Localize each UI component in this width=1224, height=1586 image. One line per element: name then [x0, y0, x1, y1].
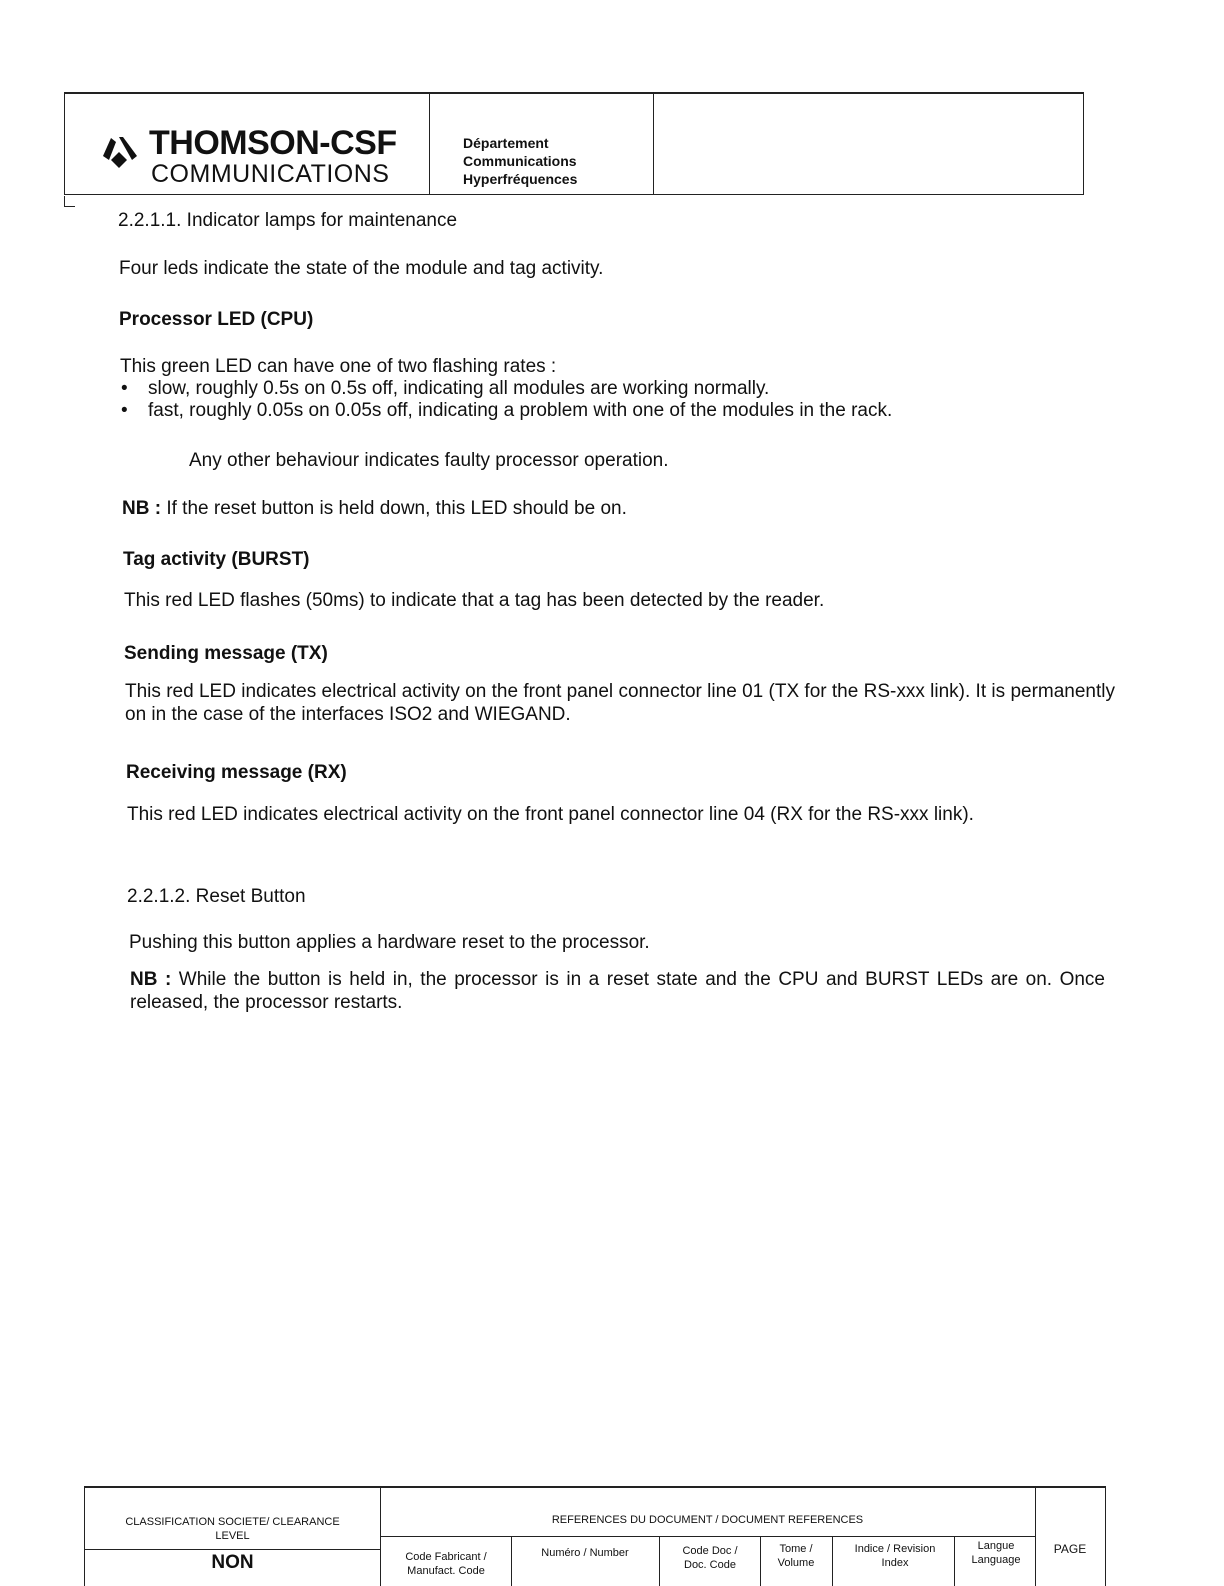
tx-text: This red LED indicates electrical activity on the front panel connector line 01 (TX for the RS-xxx link). It is permanently on in the case of the interfaces ISO2 and WIEGAND. [125, 681, 1115, 725]
page-label: PAGE [1053, 1542, 1087, 1556]
department-label: Département Communications Hyperfréquences [463, 135, 578, 187]
divider [380, 1488, 381, 1586]
column-header: Indice / Revision Index [854, 1543, 936, 1569]
column-header: Langue Language [971, 1540, 1021, 1566]
document-footer [84, 1486, 1106, 1586]
company-name: THOMSON-CSF [149, 124, 397, 162]
cpu-other-behaviour: Any other behaviour indicates faulty processor operation. [189, 450, 669, 471]
thomson-logo-icon [99, 134, 139, 174]
rx-text: This red LED indicates electrical activity on the front panel connector line 04 (RX for the RS-xxx link). [127, 804, 974, 825]
bullet-icon: • [121, 400, 128, 421]
document-header [64, 92, 1084, 195]
column-header: Code Doc / Doc. Code [682, 1545, 738, 1571]
column-header: Tome / Volume [777, 1543, 815, 1569]
intro-text: Four leds indicate the state of the module and tag activity. [119, 258, 604, 279]
divider [85, 1549, 380, 1550]
department-cell [429, 94, 654, 194]
divider [954, 1536, 955, 1586]
rx-title: Receiving message (RX) [126, 762, 347, 783]
cpu-lead: This green LED can have one of two flashing rates : [120, 356, 557, 377]
company-subname: COMMUNICATIONS [151, 160, 390, 188]
divider [1035, 1488, 1036, 1586]
burst-text: This red LED flashes (50ms) to indicate that a tag has been detected by the reader. [124, 590, 825, 611]
divider [380, 1536, 1035, 1537]
classification-label: CLASSIFICATION SOCIETE/ CLEARANCE LEVEL [125, 1516, 340, 1542]
cpu-title: Processor LED (CPU) [119, 309, 314, 330]
burst-title: Tag activity (BURST) [123, 549, 310, 570]
divider [760, 1536, 761, 1586]
divider [659, 1536, 660, 1586]
header-empty-cell [655, 94, 1083, 194]
tx-title: Sending message (TX) [124, 643, 328, 664]
corner-mark [64, 196, 75, 207]
reset-nb-note: NB : While the button is held in, the processor is in a reset state and the CPU and BURST LEDs are on. Once released, the processor restarts. [130, 969, 1105, 1013]
bullet-icon: • [121, 378, 128, 399]
reset-text: Pushing this button applies a hardware reset to the processor. [129, 932, 650, 953]
cpu-nb-note: NB : If the reset button is held down, this LED should be on. [122, 498, 627, 519]
column-header: Code Fabricant / Manufact. Code [405, 1551, 487, 1577]
list-item: • fast, roughly 0.05s on 0.05s off, indicating a problem with one of the modules in the rack. [121, 400, 893, 421]
section-heading-reset-button: 2.2.1.2. Reset Button [127, 886, 306, 907]
classification-value: NON [211, 1552, 254, 1573]
references-label: REFERENCES DU DOCUMENT / DOCUMENT REFERENCES [551, 1514, 864, 1526]
logo-cell [65, 94, 430, 194]
divider [511, 1536, 512, 1586]
divider [832, 1536, 833, 1586]
list-item: • slow, roughly 0.5s on 0.5s off, indicating all modules are working normally. [121, 378, 770, 399]
section-heading-indicator-lamps: 2.2.1.1. Indicator lamps for maintenance [118, 210, 458, 231]
column-header: Numéro / Number [541, 1547, 629, 1559]
